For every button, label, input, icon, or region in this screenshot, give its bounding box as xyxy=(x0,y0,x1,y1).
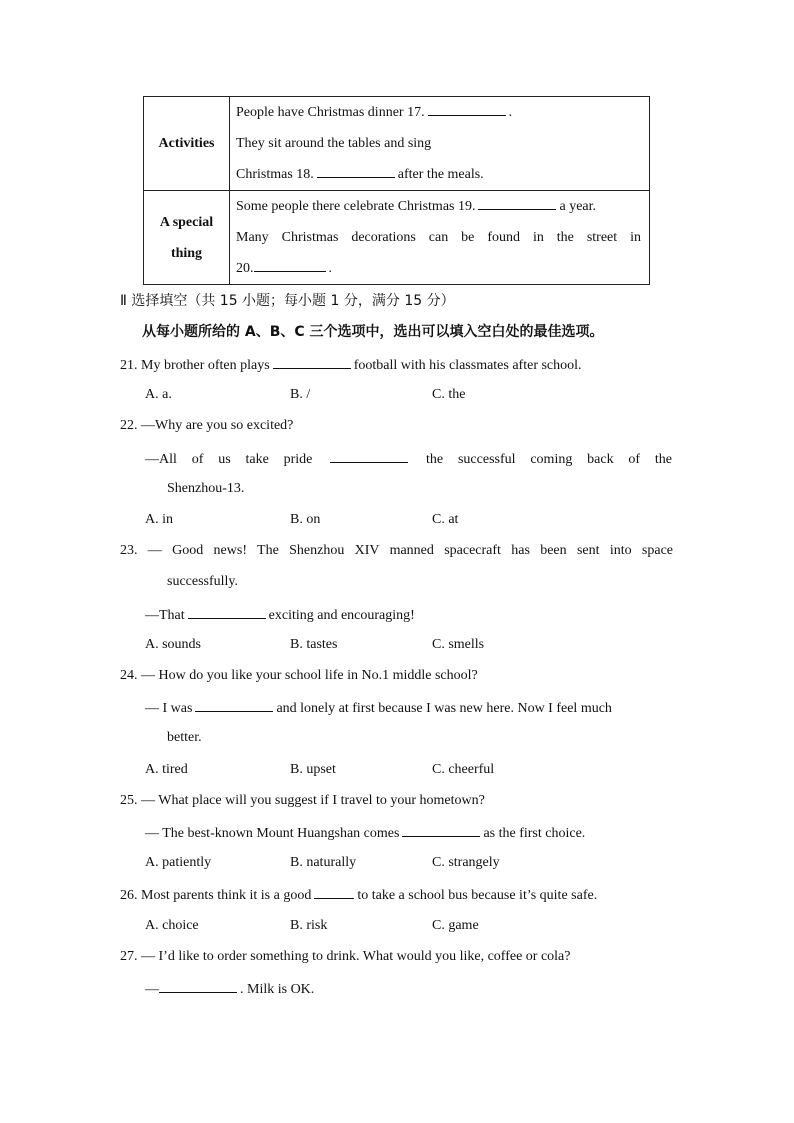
line-text: after the meals. xyxy=(397,167,484,182)
table-line xyxy=(236,128,641,159)
option-a[interactable]: A. patiently xyxy=(145,855,212,870)
line-text: 20. xyxy=(236,261,254,276)
answer-blank-19[interactable] xyxy=(478,195,556,210)
table-row xyxy=(144,191,650,285)
option-b[interactable]: B. / xyxy=(290,387,311,402)
line-text: a year. xyxy=(559,199,597,214)
option-b[interactable]: B. on xyxy=(290,512,321,527)
question-text: — xyxy=(145,982,159,997)
question-text: 26. Most parents think it is a good xyxy=(120,888,312,903)
question-text: exciting and encouraging! xyxy=(268,608,415,623)
question-text: . Milk is OK. xyxy=(240,982,315,997)
row-header-activities: Activities xyxy=(144,97,230,191)
answer-blank-23[interactable] xyxy=(188,604,266,619)
line-text: They sit around the tables and sing xyxy=(236,136,432,151)
answer-blank-24[interactable] xyxy=(195,697,273,712)
question-text: —All of us take pride xyxy=(145,452,313,467)
line-text: Many Christmas decorations can be found in the street in xyxy=(236,230,641,245)
option-a[interactable]: A. in xyxy=(145,512,173,527)
line-text: Some people there celebrate Christmas 19. xyxy=(236,199,476,214)
question-23-line2: successfully. xyxy=(167,574,239,589)
question-text: football with his classmates after school. xyxy=(353,358,582,373)
question-text: as the first choice. xyxy=(483,826,586,841)
question-22-line2 xyxy=(145,448,672,470)
header-line: A special xyxy=(159,214,214,230)
option-c[interactable]: C. at xyxy=(432,512,459,527)
question-text: — The best-known Mount Huangshan comes xyxy=(145,826,400,841)
answer-blank-25[interactable] xyxy=(402,822,480,837)
table-line xyxy=(236,191,641,222)
question-27: 27. — I’d like to order something to drink. What would you like, coffee or cola? xyxy=(120,949,571,964)
table-row xyxy=(144,97,650,191)
table-line xyxy=(236,159,641,190)
line-text: Christmas 18. xyxy=(236,167,314,182)
row-body-activities xyxy=(230,97,650,191)
question-text: — I was xyxy=(145,701,193,716)
option-c[interactable]: C. strangely xyxy=(432,855,500,870)
answer-blank-17[interactable] xyxy=(428,101,506,116)
question-23: 23. — Good news! The Shenzhou XIV manned spacecraft has been sent into space xyxy=(120,543,673,558)
option-a[interactable]: A. a. xyxy=(145,387,172,402)
question-text: —That xyxy=(145,608,185,623)
option-a[interactable]: A. tired xyxy=(145,762,188,777)
answer-blank-18[interactable] xyxy=(317,163,395,178)
section-title: Ⅱ 选择填空（共 15 小题；每小题 1 分，满分 15 分） xyxy=(120,293,455,309)
row-body-special-thing xyxy=(230,191,650,285)
question-text: and lonely at first because I was new here. Now I feel much xyxy=(276,701,612,716)
answer-blank-22[interactable] xyxy=(330,448,408,463)
option-a[interactable]: A. sounds xyxy=(145,637,202,652)
question-25: 25. — What place will you suggest if I travel to your hometown? xyxy=(120,793,485,808)
option-b[interactable]: B. upset xyxy=(290,762,336,777)
question-24: 24. — How do you like your school life in No.1 middle school? xyxy=(120,668,478,683)
option-c[interactable]: C. cheerful xyxy=(432,762,495,777)
line-text: . xyxy=(328,261,332,276)
table-line xyxy=(236,253,641,284)
option-b[interactable]: B. naturally xyxy=(290,855,357,870)
table-line xyxy=(236,222,641,253)
answer-blank-27[interactable] xyxy=(159,978,237,993)
section-instruction: 从每小题所给的 A、B、C 三个选项中，选出可以填入空白处的最佳选项。 xyxy=(142,324,604,340)
question-25-line2 xyxy=(145,822,585,844)
question-22-line3: Shenzhou-13. xyxy=(167,481,245,496)
question-text: the successful coming back of the xyxy=(426,452,673,467)
answer-blank-21[interactable] xyxy=(273,354,351,369)
question-27-line2 xyxy=(145,978,314,1000)
question-24-line2 xyxy=(145,697,612,719)
option-c[interactable]: C. the xyxy=(432,387,466,402)
question-text: 21. My brother often plays xyxy=(120,358,270,373)
line-text: People have Christmas dinner 17. xyxy=(236,105,425,120)
table-line xyxy=(236,97,641,128)
question-22: 22. —Why are you so excited? xyxy=(120,418,294,433)
answer-blank-26[interactable] xyxy=(314,884,354,899)
answer-blank-20[interactable] xyxy=(254,257,326,272)
row-header-special-thing xyxy=(144,191,230,285)
question-23-line3 xyxy=(145,604,415,626)
question-21 xyxy=(120,354,582,376)
question-text: to take a school bus because it’s quite safe. xyxy=(357,888,598,903)
question-26 xyxy=(120,884,597,906)
option-b[interactable]: B. tastes xyxy=(290,637,338,652)
option-c[interactable]: C. game xyxy=(432,918,479,933)
line-text: . xyxy=(508,105,513,120)
header-line: thing xyxy=(170,245,203,261)
question-24-line3: better. xyxy=(167,730,202,745)
info-table xyxy=(143,96,650,285)
option-c[interactable]: C. smells xyxy=(432,637,485,652)
option-b[interactable]: B. risk xyxy=(290,918,328,933)
option-a[interactable]: A. choice xyxy=(145,918,199,933)
